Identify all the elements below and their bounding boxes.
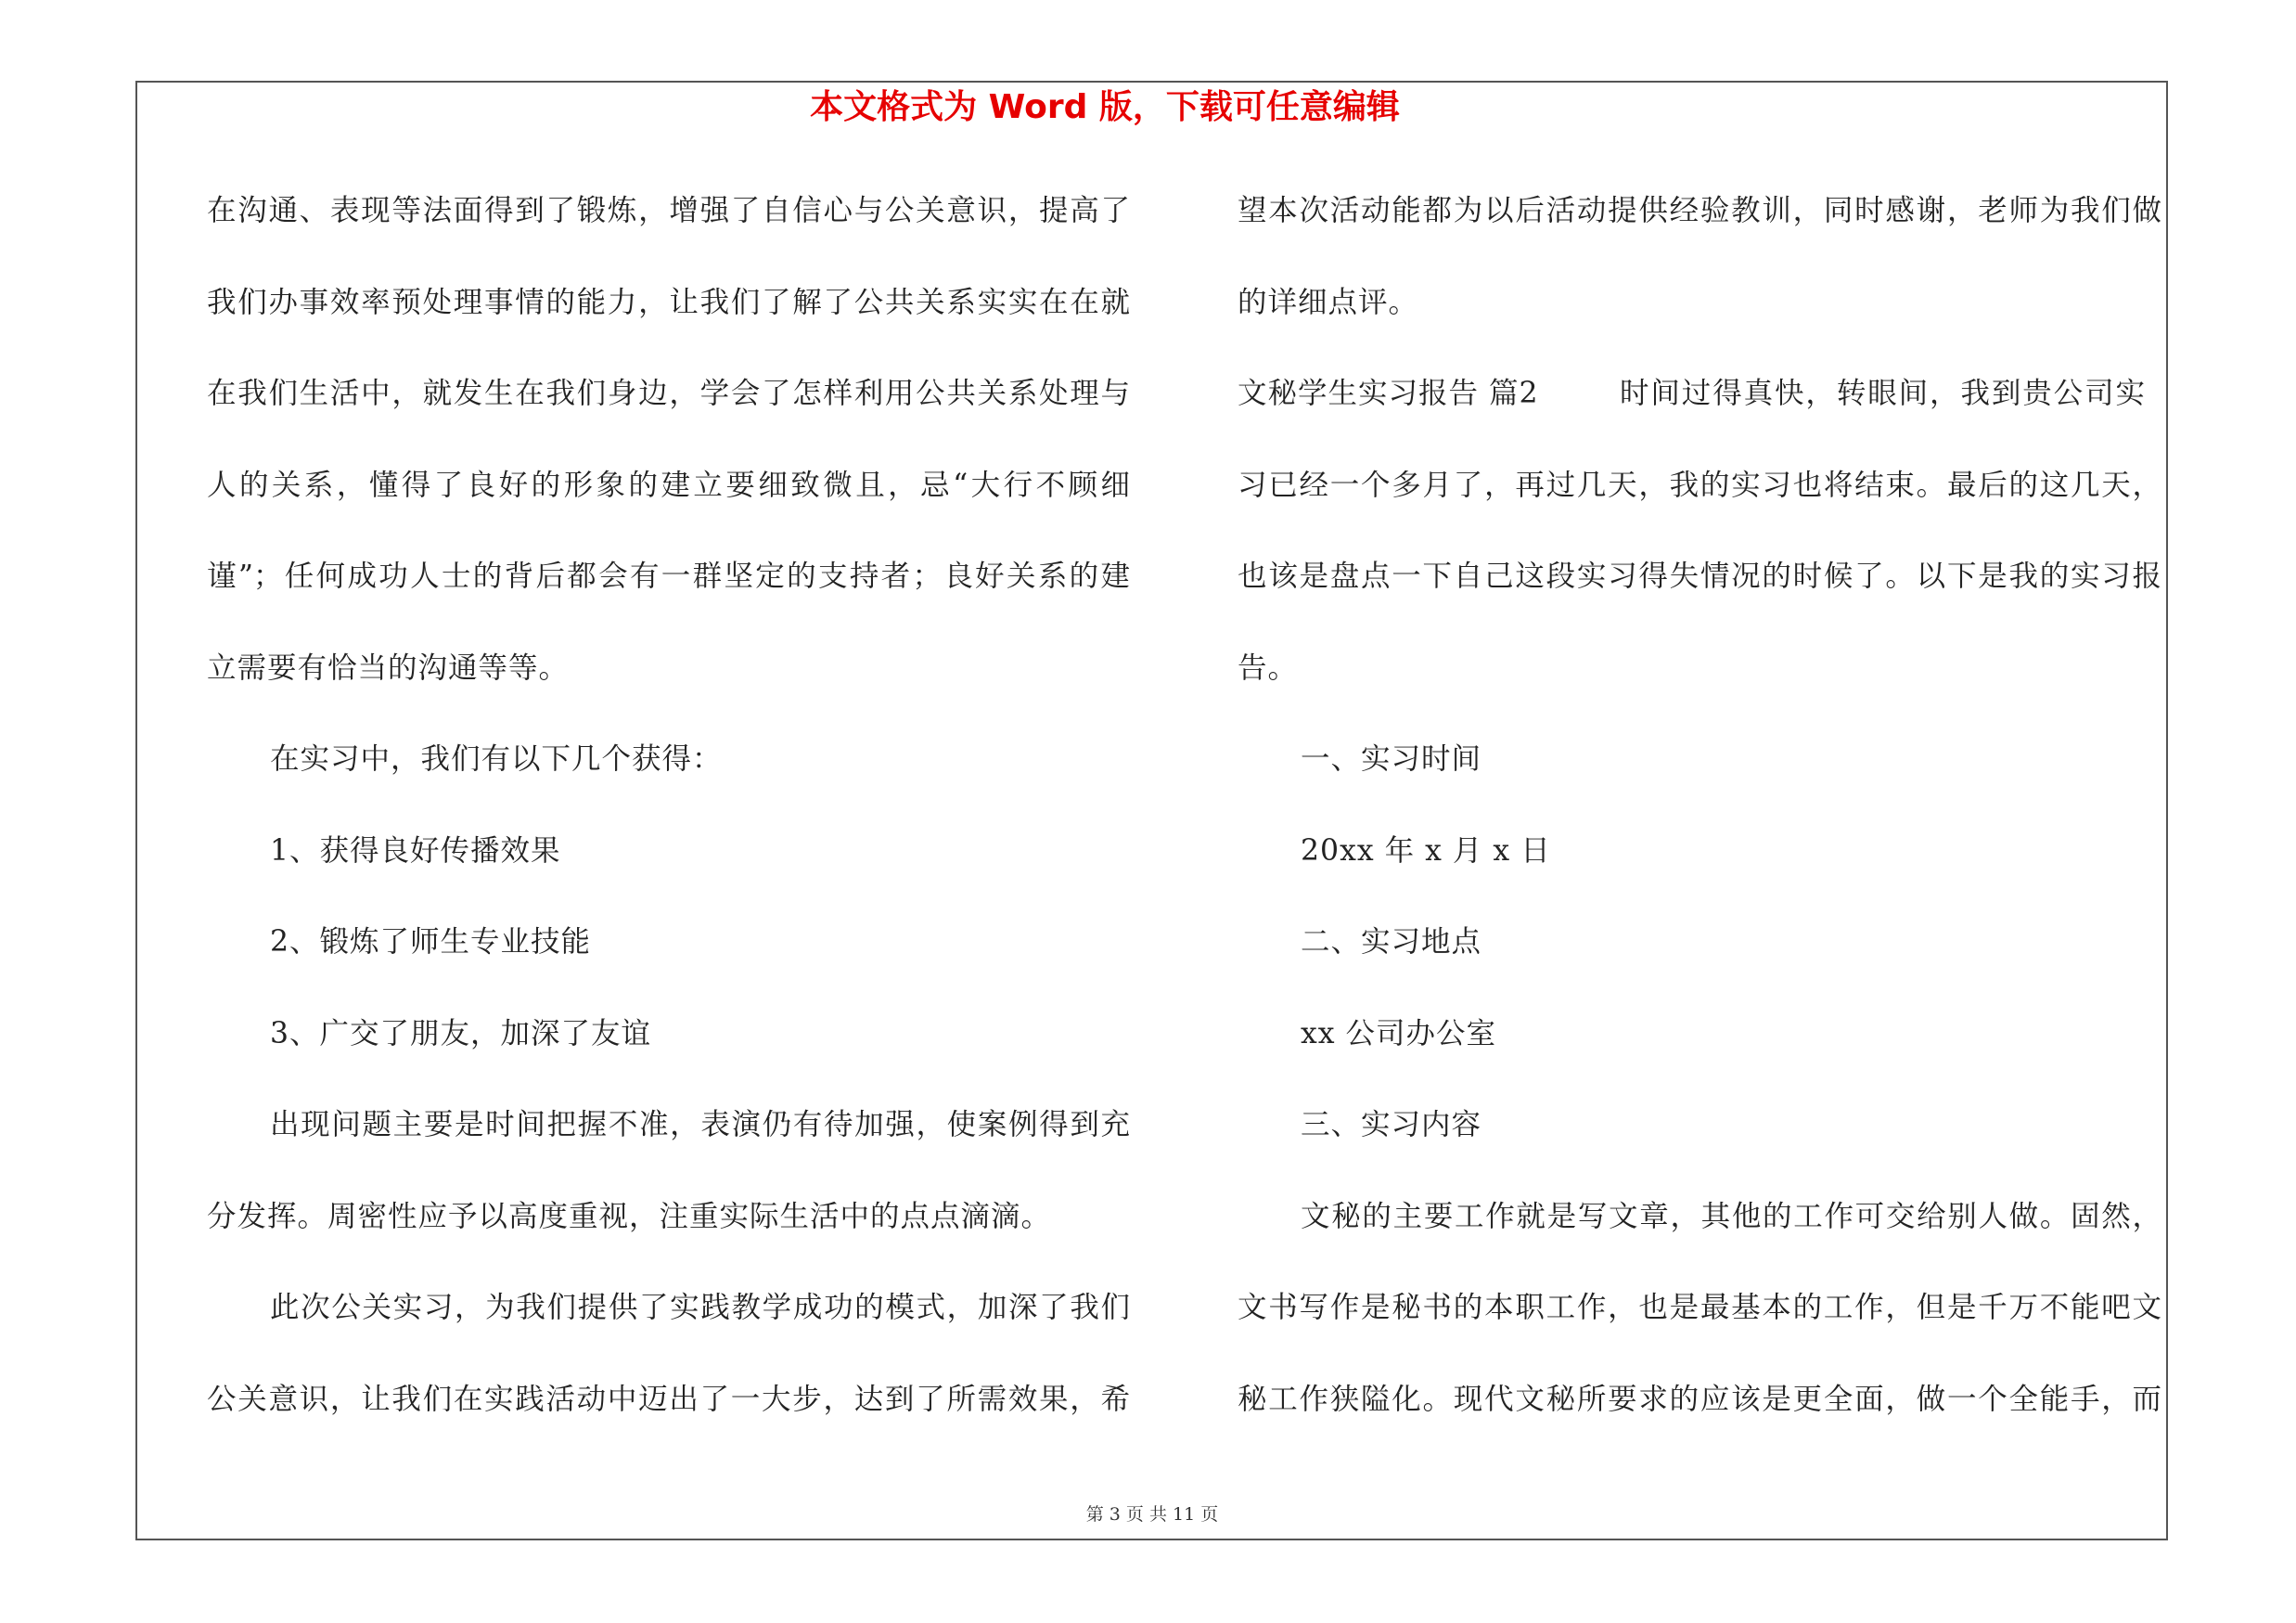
text-line: 2、锻炼了师生专业技能 — [270, 925, 592, 959]
text-line: 也该是盘点一下自己这段实习得失情况的时候了。以下是我的实习报 — [1238, 560, 2161, 593]
paragraph — [1238, 805, 2161, 897]
text-line: 公关意识，让我们在实践活动中迈出了一大步，达到了所需效果，希 — [207, 1382, 1130, 1416]
text-line: 习已经一个多月了，再过几天，我的实习也将结束。最后的这几天， — [1238, 468, 2161, 502]
list-item — [207, 896, 1130, 988]
paragraph — [207, 1262, 1130, 1445]
paragraph — [207, 1079, 1130, 1262]
header-notice: 本文格式为 Word 版，下载可任意编辑 — [810, 88, 1400, 126]
text-line: 在我们生活中，就发生在我们身边，学会了怎样利用公共关系处理与 — [207, 377, 1130, 410]
text-line: 秘工作狭隘化。现代文秘所要求的应该是更全面，做一个全能手，而 — [1238, 1382, 2161, 1416]
section-heading: 文秘学生实习报告 篇2 — [1238, 377, 1539, 410]
text-line-segment: 时间过得真快，转眼间，我到贵公司实 — [1620, 377, 2145, 410]
section-subheading — [1238, 714, 2161, 805]
text-line: 1、获得良好传播效果 — [270, 833, 561, 868]
left-column — [207, 165, 1130, 1445]
text-line: 望本次活动能都为以后活动提供经验教训，同时感谢，老师为我们做 — [1238, 194, 2161, 227]
text-line: 分发挥。周密性应予以高度重视，注重实际生活中的点点滴滴。 — [207, 1199, 1052, 1233]
paragraph — [1238, 165, 2161, 348]
right-column — [1238, 165, 2161, 1445]
list-item — [207, 988, 1130, 1080]
text-line: 在沟通、表现等法面得到了锻炼，增强了自信心与公关意识，提高了 — [207, 194, 1130, 227]
text-line: 此次公关实习，为我们提供了实践教学成功的模式，加深了我们 — [270, 1291, 1130, 1324]
text-line: 20xx 年 x 月 x 日 — [1301, 833, 1551, 868]
text-line: 出现问题主要是时间把握不准，表演仍有待加强，使案例得到充 — [270, 1108, 1130, 1141]
text-line: 3、广交了朋友，加深了友谊 — [270, 1016, 652, 1050]
text-line: 文书写作是秘书的本职工作，也是最基本的工作，但是千万不能吧文 — [1238, 1291, 2161, 1324]
text-line: xx 公司办公室 — [1301, 1016, 1497, 1050]
paragraph — [207, 714, 1130, 805]
text-line: 立需要有恰当的沟通等等。 — [207, 650, 570, 685]
section-subheading — [1238, 896, 2161, 988]
paragraph — [1238, 988, 2161, 1080]
paragraph — [1238, 1171, 2161, 1446]
page-number-footer: 第 3 页 共 11 页 — [1085, 1504, 1219, 1525]
text-line: 的详细点评。 — [1238, 285, 1419, 319]
text-line: 三、实习内容 — [1301, 1108, 1482, 1141]
text-line: 人的关系，懂得了良好的形象的建立要细致微且，忌“大行不顾细 — [207, 468, 1130, 502]
text-line: 告。 — [1238, 650, 1299, 685]
list-item — [207, 805, 1130, 897]
paragraph — [1238, 348, 2161, 714]
text-line: 在实习中，我们有以下几个获得： — [270, 742, 723, 776]
section-subheading — [1238, 1079, 2161, 1171]
text-line: 我们办事效率预处理事情的能力，让我们了解了公共关系实实在在就 — [207, 285, 1130, 319]
text-line: 二、实习地点 — [1301, 925, 1482, 959]
text-line: 谨”；任何成功人士的背后都会有一群坚定的支持者；良好关系的建 — [207, 560, 1130, 593]
paragraph — [207, 165, 1130, 714]
text-line: 文秘的主要工作就是写文章，其他的工作可交给别人做。固然， — [1301, 1199, 2161, 1233]
text-line: 一、实习时间 — [1301, 742, 1482, 776]
text-line — [1238, 348, 2161, 440]
